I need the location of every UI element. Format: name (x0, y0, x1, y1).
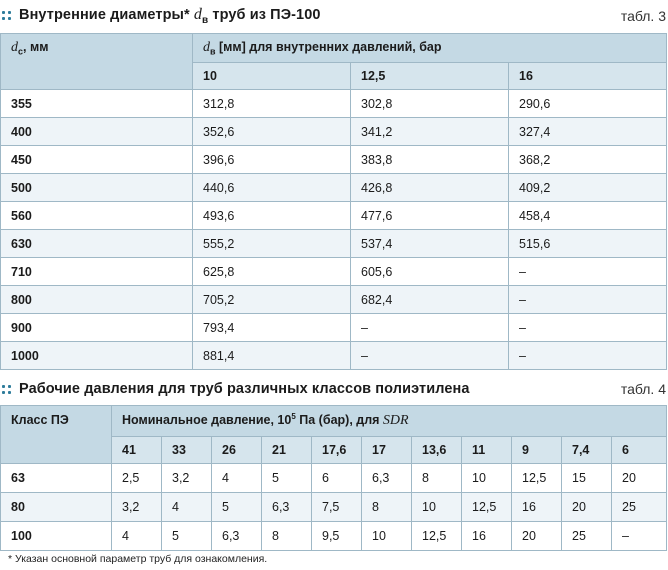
col-header-sdr: 17,6 (312, 437, 362, 464)
table-cell: 6,3 (212, 522, 262, 551)
col-header-pressure: 10 (193, 63, 351, 90)
row-header-pe-class: 100 (1, 522, 112, 551)
table4-label: табл. 4 (620, 381, 666, 397)
table-cell: 290,6 (509, 90, 667, 118)
table-cell: 327,4 (509, 118, 667, 146)
table-cell: – (509, 314, 667, 342)
table-row (1, 464, 667, 493)
table-cell: 5 (162, 522, 212, 551)
row-header-diameter: 400 (1, 118, 193, 146)
table-cell: 6,3 (262, 493, 312, 522)
table-cell: 12,5 (512, 464, 562, 493)
table-cell: 7,5 (312, 493, 362, 522)
table-row (1, 118, 667, 146)
table-cell: 16 (462, 522, 512, 551)
table-cell: 477,6 (351, 202, 509, 230)
table-cell: 396,6 (193, 146, 351, 174)
table-row (1, 522, 667, 551)
row-header-pe-class: 63 (1, 464, 112, 493)
row-header-diameter: 450 (1, 146, 193, 174)
table-cell: 8 (412, 464, 462, 493)
table-cell: 515,6 (509, 230, 667, 258)
footnote: * Указан основной параметр труб для ознакомления. (8, 553, 268, 565)
col-header-pressure: 12,5 (351, 63, 509, 90)
table-cell: 12,5 (462, 493, 512, 522)
table-cell: 341,2 (351, 118, 509, 146)
col-header-sdr: 13,6 (412, 437, 462, 464)
table-cell: 20 (512, 522, 562, 551)
table-cell: 12,5 (412, 522, 462, 551)
table-cell: 6,3 (362, 464, 412, 493)
table-cell: 3,2 (162, 464, 212, 493)
row-header-pe-class: 80 (1, 493, 112, 522)
row-header-diameter: 800 (1, 286, 193, 314)
row-header-diameter: 710 (1, 258, 193, 286)
table-cell: 881,4 (193, 342, 351, 370)
table-cell: 20 (562, 493, 612, 522)
bullet-icon (2, 385, 11, 394)
table-cell: 10 (462, 464, 512, 493)
row-header-diameter: 560 (1, 202, 193, 230)
col-header-sdr: 33 (162, 437, 212, 464)
table-row (1, 230, 667, 258)
col-header-sdr: 26 (212, 437, 262, 464)
table-cell: 16 (512, 493, 562, 522)
table-cell: 537,4 (351, 230, 509, 258)
col-header-pe-class: Класс ПЭ (1, 406, 112, 464)
table-cell: 440,6 (193, 174, 351, 202)
table-cell: 426,8 (351, 174, 509, 202)
table-cell: 458,4 (509, 202, 667, 230)
table-cell: 10 (362, 522, 412, 551)
table-cell: – (509, 342, 667, 370)
table-cell: 5 (262, 464, 312, 493)
table-cell: 25 (562, 522, 612, 551)
table-cell: – (351, 314, 509, 342)
col-header-sdr: 21 (262, 437, 312, 464)
table-cell: 625,8 (193, 258, 351, 286)
table-cell: 20 (612, 464, 667, 493)
table-cell: 383,8 (351, 146, 509, 174)
table-cell: 15 (562, 464, 612, 493)
table-row (1, 146, 667, 174)
row-header-diameter: 355 (1, 90, 193, 118)
table-cell: 793,4 (193, 314, 351, 342)
table-cell: 368,2 (509, 146, 667, 174)
row-header-diameter: 900 (1, 314, 193, 342)
table-cell: 6 (312, 464, 362, 493)
table-cell: 9,5 (312, 522, 362, 551)
table-cell: 8 (262, 522, 312, 551)
table-row (1, 286, 667, 314)
inner-diameter-table (0, 33, 667, 370)
table-cell: 493,6 (193, 202, 351, 230)
table-cell: 312,8 (193, 90, 351, 118)
col-header-pressure: 16 (509, 63, 667, 90)
table-cell: – (509, 258, 667, 286)
table-cell: – (509, 286, 667, 314)
table-cell: 25 (612, 493, 667, 522)
table4-caption (0, 377, 668, 401)
col-header-sdr: 11 (462, 437, 512, 464)
table-cell: 4 (212, 464, 262, 493)
table-cell: 3,2 (112, 493, 162, 522)
row-header-diameter: 1000 (1, 342, 193, 370)
table-row (1, 202, 667, 230)
col-group-header-pressure: $d_в$ [мм] для внутренних давлений, бар (193, 34, 667, 63)
row-header-diameter: 500 (1, 174, 193, 202)
table-cell: 4 (112, 522, 162, 551)
table-row (1, 314, 667, 342)
table-cell: 682,4 (351, 286, 509, 314)
table3-title: Внутренние диаметры* $d_в$ труб из ПЭ-100 (19, 6, 321, 26)
table-cell: – (351, 342, 509, 370)
table4-title: Рабочие давления для труб различных классов полиэтилена (19, 381, 470, 397)
table-cell: 705,2 (193, 286, 351, 314)
bullet-icon (2, 11, 11, 20)
table-cell: 605,6 (351, 258, 509, 286)
table3-label: табл. 3 (620, 8, 666, 24)
table-cell: 409,2 (509, 174, 667, 202)
col-header-sdr: 9 (512, 437, 562, 464)
table-cell: 555,2 (193, 230, 351, 258)
col-header-sdr: 6 (612, 437, 667, 464)
col-group-header-nominal-pressure: Номинальное давление, $10^5$ Па (бар), для SDR (112, 406, 667, 437)
table-cell: – (612, 522, 667, 551)
table-cell: 8 (362, 493, 412, 522)
col-header-sdr: 41 (112, 437, 162, 464)
table-row (1, 493, 667, 522)
col-header-sdr: 7,4 (562, 437, 612, 464)
table3-caption (0, 4, 668, 28)
table-cell: 2,5 (112, 464, 162, 493)
table-row (1, 258, 667, 286)
table-cell: 10 (412, 493, 462, 522)
table-row (1, 90, 667, 118)
table-cell: 5 (212, 493, 262, 522)
table-cell: 4 (162, 493, 212, 522)
table-row (1, 174, 667, 202)
col-header-sdr: 17 (362, 437, 412, 464)
working-pressure-table (0, 405, 667, 551)
col-header-outer-diameter: $d_с$, мм (1, 34, 193, 90)
table-cell: 302,8 (351, 90, 509, 118)
row-header-diameter: 630 (1, 230, 193, 258)
table-row (1, 342, 667, 370)
table-cell: 352,6 (193, 118, 351, 146)
